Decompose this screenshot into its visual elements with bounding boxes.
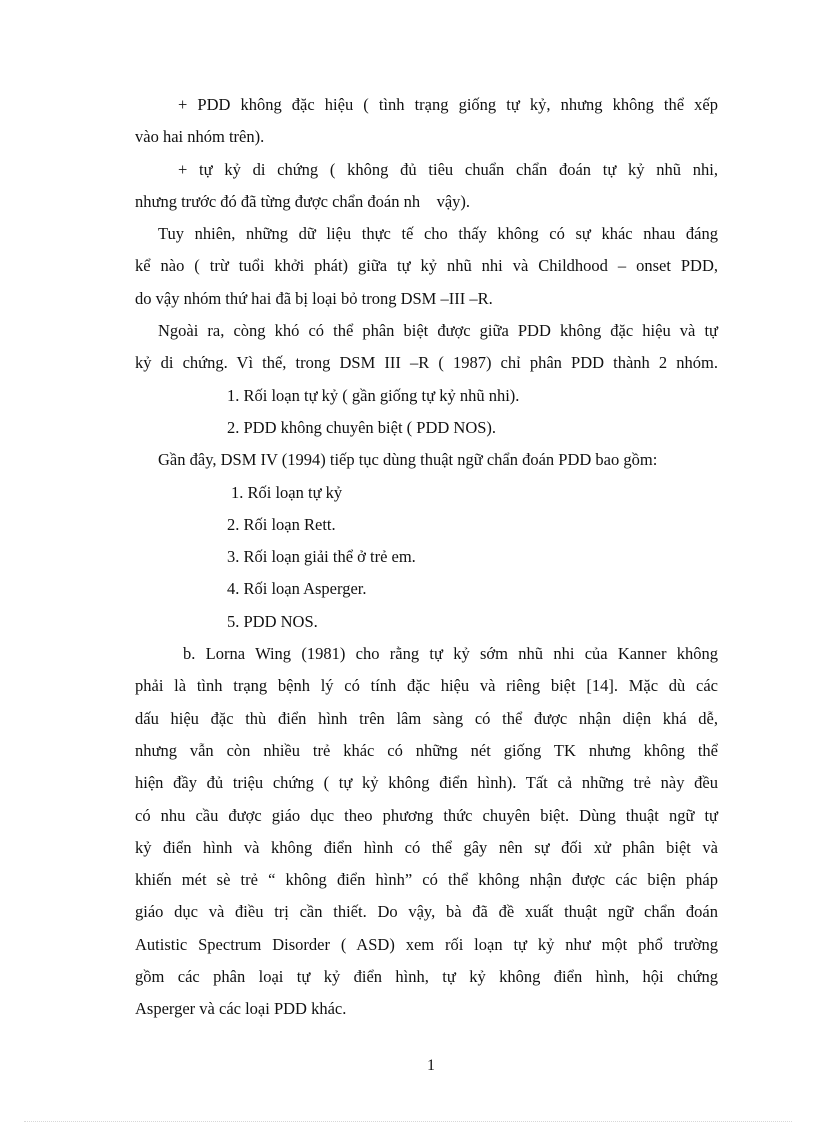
paragraph-line: nhưng vẫn còn nhiều trẻ khác có những nét giống TK nhưng không thể (135, 740, 718, 760)
paragraph-line: Autistic Spectrum Disorder ( ASD) xem rối loạn tự kỷ như một phổ trường (135, 934, 718, 954)
paragraph-line: nhưng trước đó đã từng được chẩn đoán nh vậy). (135, 191, 471, 211)
paragraph-line: + tự kỷ di chứng ( không đủ tiêu chuẩn chẩn đoán tự kỷ nhũ nhi, (178, 159, 718, 179)
list-item: 3. Rối loạn giải thể ở trẻ em. (227, 547, 416, 567)
list-item: 2. PDD không chuyên biệt ( PDD NOS). (227, 417, 497, 437)
paragraph-line: kể nào ( trừ tuổi khởi phát) giữa tự kỷ nhũ nhi và Childhood – onset PDD, (135, 256, 718, 276)
paragraph-line: Tuy nhiên, những dữ liệu thực tế cho thấy không có sự khác nhau đáng (158, 224, 718, 244)
list-item: 4. Rối loạn Asperger. (227, 579, 367, 599)
paragraph-line: kỷ điển hình và không điển hình có thể gây nên sự đối xử phân biệt và (135, 837, 718, 857)
paragraph-line: gồm các phân loại tự kỷ điển hình, tự kỷ không điển hình, hội chứng (135, 967, 718, 987)
body-text (135, 89, 718, 1026)
paragraph-line: Ngoài ra, còng khó có thể phân biệt được giữa PDD không đặc hiệu và tự (158, 321, 718, 341)
paragraph-line: do vậy nhóm thứ hai đã bị loại bỏ trong DSM –III –R. (135, 288, 493, 308)
paragraph-line: Gần đây, DSM IV (1994) tiếp tục dùng thuật ngữ chẩn đoán PDD bao gồm: (158, 450, 658, 470)
paragraph-line: + PDD không đặc hiệu ( tình trạng giống tự kỷ, nhưng không thể xếp (178, 95, 718, 114)
paragraph-line: phải là tình trạng bệnh lý có tính đặc hiệu và riêng biệt [14]. Mặc dù các (135, 676, 718, 696)
paragraph-line: vào hai nhóm trên). (135, 127, 265, 147)
paragraph-line: khiến mét sè trẻ “ không điển hình” có thể không nhận được các biện pháp (135, 870, 718, 890)
paragraph-line: có nhu cầu được giáo dục theo phương thức chuyên biệt. Dùng thuật ngữ tự (135, 805, 718, 825)
paragraph-line: b. Lorna Wing (1981) cho rằng tự kỷ sớm nhũ nhi của Kanner không (183, 644, 718, 664)
paragraph-line: kỷ di chứng. Vì thế, trong DSM III –R ( 1987) chỉ phân PDD thành 2 nhóm. (135, 353, 718, 373)
list-item: 1. Rối loạn tự kỷ (231, 482, 343, 502)
list-item: 5. PDD NOS. (227, 611, 318, 631)
page-bottom-divider (24, 1121, 792, 1122)
paragraph-line: hiện đầy đủ triệu chứng ( tự kỷ không điển hình). Tất cả những trẻ này đều (135, 773, 718, 793)
list-item: 1. Rối loạn tự kỷ ( gần giống tự kỷ nhũ nhi). (227, 385, 520, 405)
paragraph-line: Asperger và các loại PDD khác. (135, 999, 347, 1019)
page-number: 1 (427, 1057, 435, 1074)
paragraph-line: giáo dục và điều trị cần thiết. Do vậy, bà đã đề xuất thuật ngữ chẩn đoán (135, 902, 718, 922)
paragraph-line: dấu hiệu đặc thù điển hình trên lâm sàng có thể được nhận diện khá dễ, (135, 708, 718, 728)
list-item: 2. Rối loạn Rett. (227, 514, 336, 534)
